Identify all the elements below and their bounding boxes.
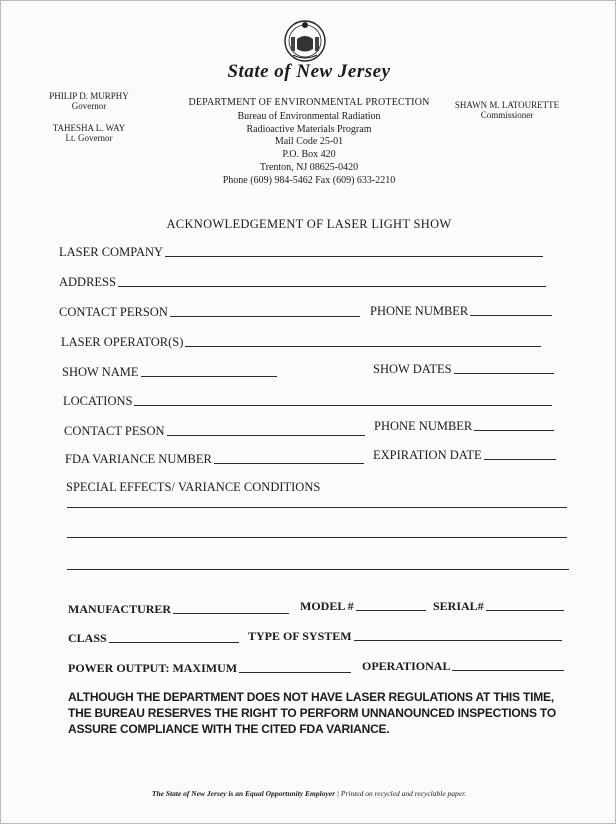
footer: [1, 789, 616, 798]
laser-operators-field: [61, 335, 541, 350]
contact-person-label: CONTACT PERSON: [59, 305, 168, 319]
model-field: [300, 599, 426, 614]
state-title: State of New Jersey: [227, 61, 391, 82]
governor-title: Governor: [71, 101, 107, 111]
contact-peson-line[interactable]: [167, 435, 365, 436]
fda-variance-line[interactable]: [214, 463, 364, 464]
contact-peson-label: CONTACT PESON: [64, 424, 165, 438]
class-field: [68, 631, 239, 646]
operational-label: OPERATIONAL: [362, 659, 451, 673]
operational-field: [362, 659, 564, 674]
operational-line[interactable]: [452, 670, 564, 671]
locations-label: LOCATIONS: [63, 394, 133, 408]
lt-governor-name: TAHESHA L. WAY: [52, 123, 126, 133]
manufacturer-line[interactable]: [173, 613, 289, 614]
department-name: DEPARTMENT OF ENVIRONMENTAL PROTECTION: [188, 97, 430, 108]
contact-person-field: [59, 305, 360, 320]
footer-employer: The State of New Jersey is an Equal Opportunity Employer: [151, 789, 336, 798]
power-output-max-line[interactable]: [239, 672, 351, 673]
manufacturer-field: [68, 602, 289, 617]
power-output-max-label: POWER OUTPUT: MAXIMUM: [68, 661, 238, 675]
commissioner-title: Commissioner: [480, 110, 534, 120]
state-seal-icon: [283, 17, 327, 63]
expiration-date-label: EXPIRATION DATE: [373, 448, 482, 462]
address-line: Phone (609) 984-5462 Fax (609) 633-2210: [222, 174, 396, 186]
laser-operators-line[interactable]: [185, 346, 541, 347]
compliance-notice: ALTHOUGH THE DEPARTMENT DOES NOT HAVE LASER REGULATIONS AT THIS TIME, THE BUREAU RESERVES THE RIGHT TO PERFORM UNNANOUNCED INSPECTIONS TO ASSURE COMPLIANCE WITH THE CITED FDA VARIANCE.: [68, 690, 556, 736]
model-line[interactable]: [356, 610, 426, 611]
serial-label: SERIAL#: [433, 599, 484, 613]
footer-paper: Printed on recycled and recyclable paper.: [340, 789, 467, 798]
commissioner-name: SHAWN M. LATOURETTE: [454, 100, 560, 110]
fda-variance-field: [65, 452, 364, 467]
show-name-line[interactable]: [141, 376, 277, 377]
type-of-system-label: TYPE OF SYSTEM: [248, 629, 352, 643]
address-line: Mail Code 25-01: [274, 136, 344, 148]
special-effects-label: SPECIAL EFFECTS/ VARIANCE CONDITIONS: [66, 480, 321, 494]
phone-number-line-1[interactable]: [470, 315, 552, 316]
lt-governor-title: Lt. Governor: [65, 133, 113, 143]
locations-line[interactable]: [134, 405, 552, 406]
address-line: Bureau of Environmental Radiation: [237, 111, 381, 122]
contact-peson-field: [64, 424, 365, 439]
laser-company-field: [59, 245, 543, 260]
show-name-field: [62, 365, 277, 380]
show-dates-label: SHOW DATES: [373, 362, 452, 376]
left-officials: [29, 91, 149, 143]
serial-line[interactable]: [486, 610, 564, 611]
show-name-label: SHOW NAME: [62, 365, 139, 379]
address-label: ADDRESS: [59, 275, 116, 289]
form-title: ACKNOWLEDGEMENT OF LASER LIGHT SHOW: [166, 217, 452, 231]
class-label: CLASS: [68, 631, 107, 645]
laser-company-label: LASER COMPANY: [59, 245, 164, 259]
phone-number-label-1: PHONE NUMBER: [370, 304, 469, 318]
phone-number-line-2[interactable]: [474, 430, 554, 431]
type-of-system-line[interactable]: [354, 640, 562, 641]
laser-company-line[interactable]: [165, 256, 543, 257]
governor-name: PHILIP D. MURPHY: [49, 91, 129, 101]
contact-person-line[interactable]: [170, 316, 360, 317]
power-output-max-field: [68, 661, 351, 676]
special-effects-line-2[interactable]: [67, 537, 567, 538]
special-effects-line-1[interactable]: [67, 507, 567, 508]
right-officials: [447, 100, 567, 120]
address-line: Radioactive Materials Program: [246, 123, 372, 135]
manufacturer-label: MANUFACTURER: [68, 602, 172, 616]
address-line: P.O. Box 420: [282, 149, 336, 161]
serial-field: [433, 599, 564, 614]
footer-separator: |: [335, 789, 341, 798]
show-dates-field: [373, 362, 554, 377]
phone-number-field-2: [374, 419, 554, 434]
address-line[interactable]: [118, 286, 546, 287]
show-dates-line[interactable]: [454, 373, 554, 374]
model-label: MODEL #: [300, 599, 354, 613]
special-effects-line-3[interactable]: [67, 569, 569, 570]
fda-variance-label: FDA VARIANCE NUMBER: [65, 452, 212, 466]
phone-number-field-1: [370, 304, 552, 319]
special-effects-field: [66, 480, 322, 495]
address-field: [59, 275, 546, 290]
type-of-system-field: [248, 629, 562, 644]
laser-operators-label: LASER OPERATOR(S): [61, 335, 184, 349]
expiration-date-line[interactable]: [484, 459, 556, 460]
expiration-date-field: [373, 448, 556, 463]
class-line[interactable]: [109, 642, 239, 643]
phone-number-label-2: PHONE NUMBER: [374, 419, 473, 433]
address-line: Trenton, NJ 08625-0420: [259, 161, 359, 173]
locations-field: [63, 394, 552, 409]
